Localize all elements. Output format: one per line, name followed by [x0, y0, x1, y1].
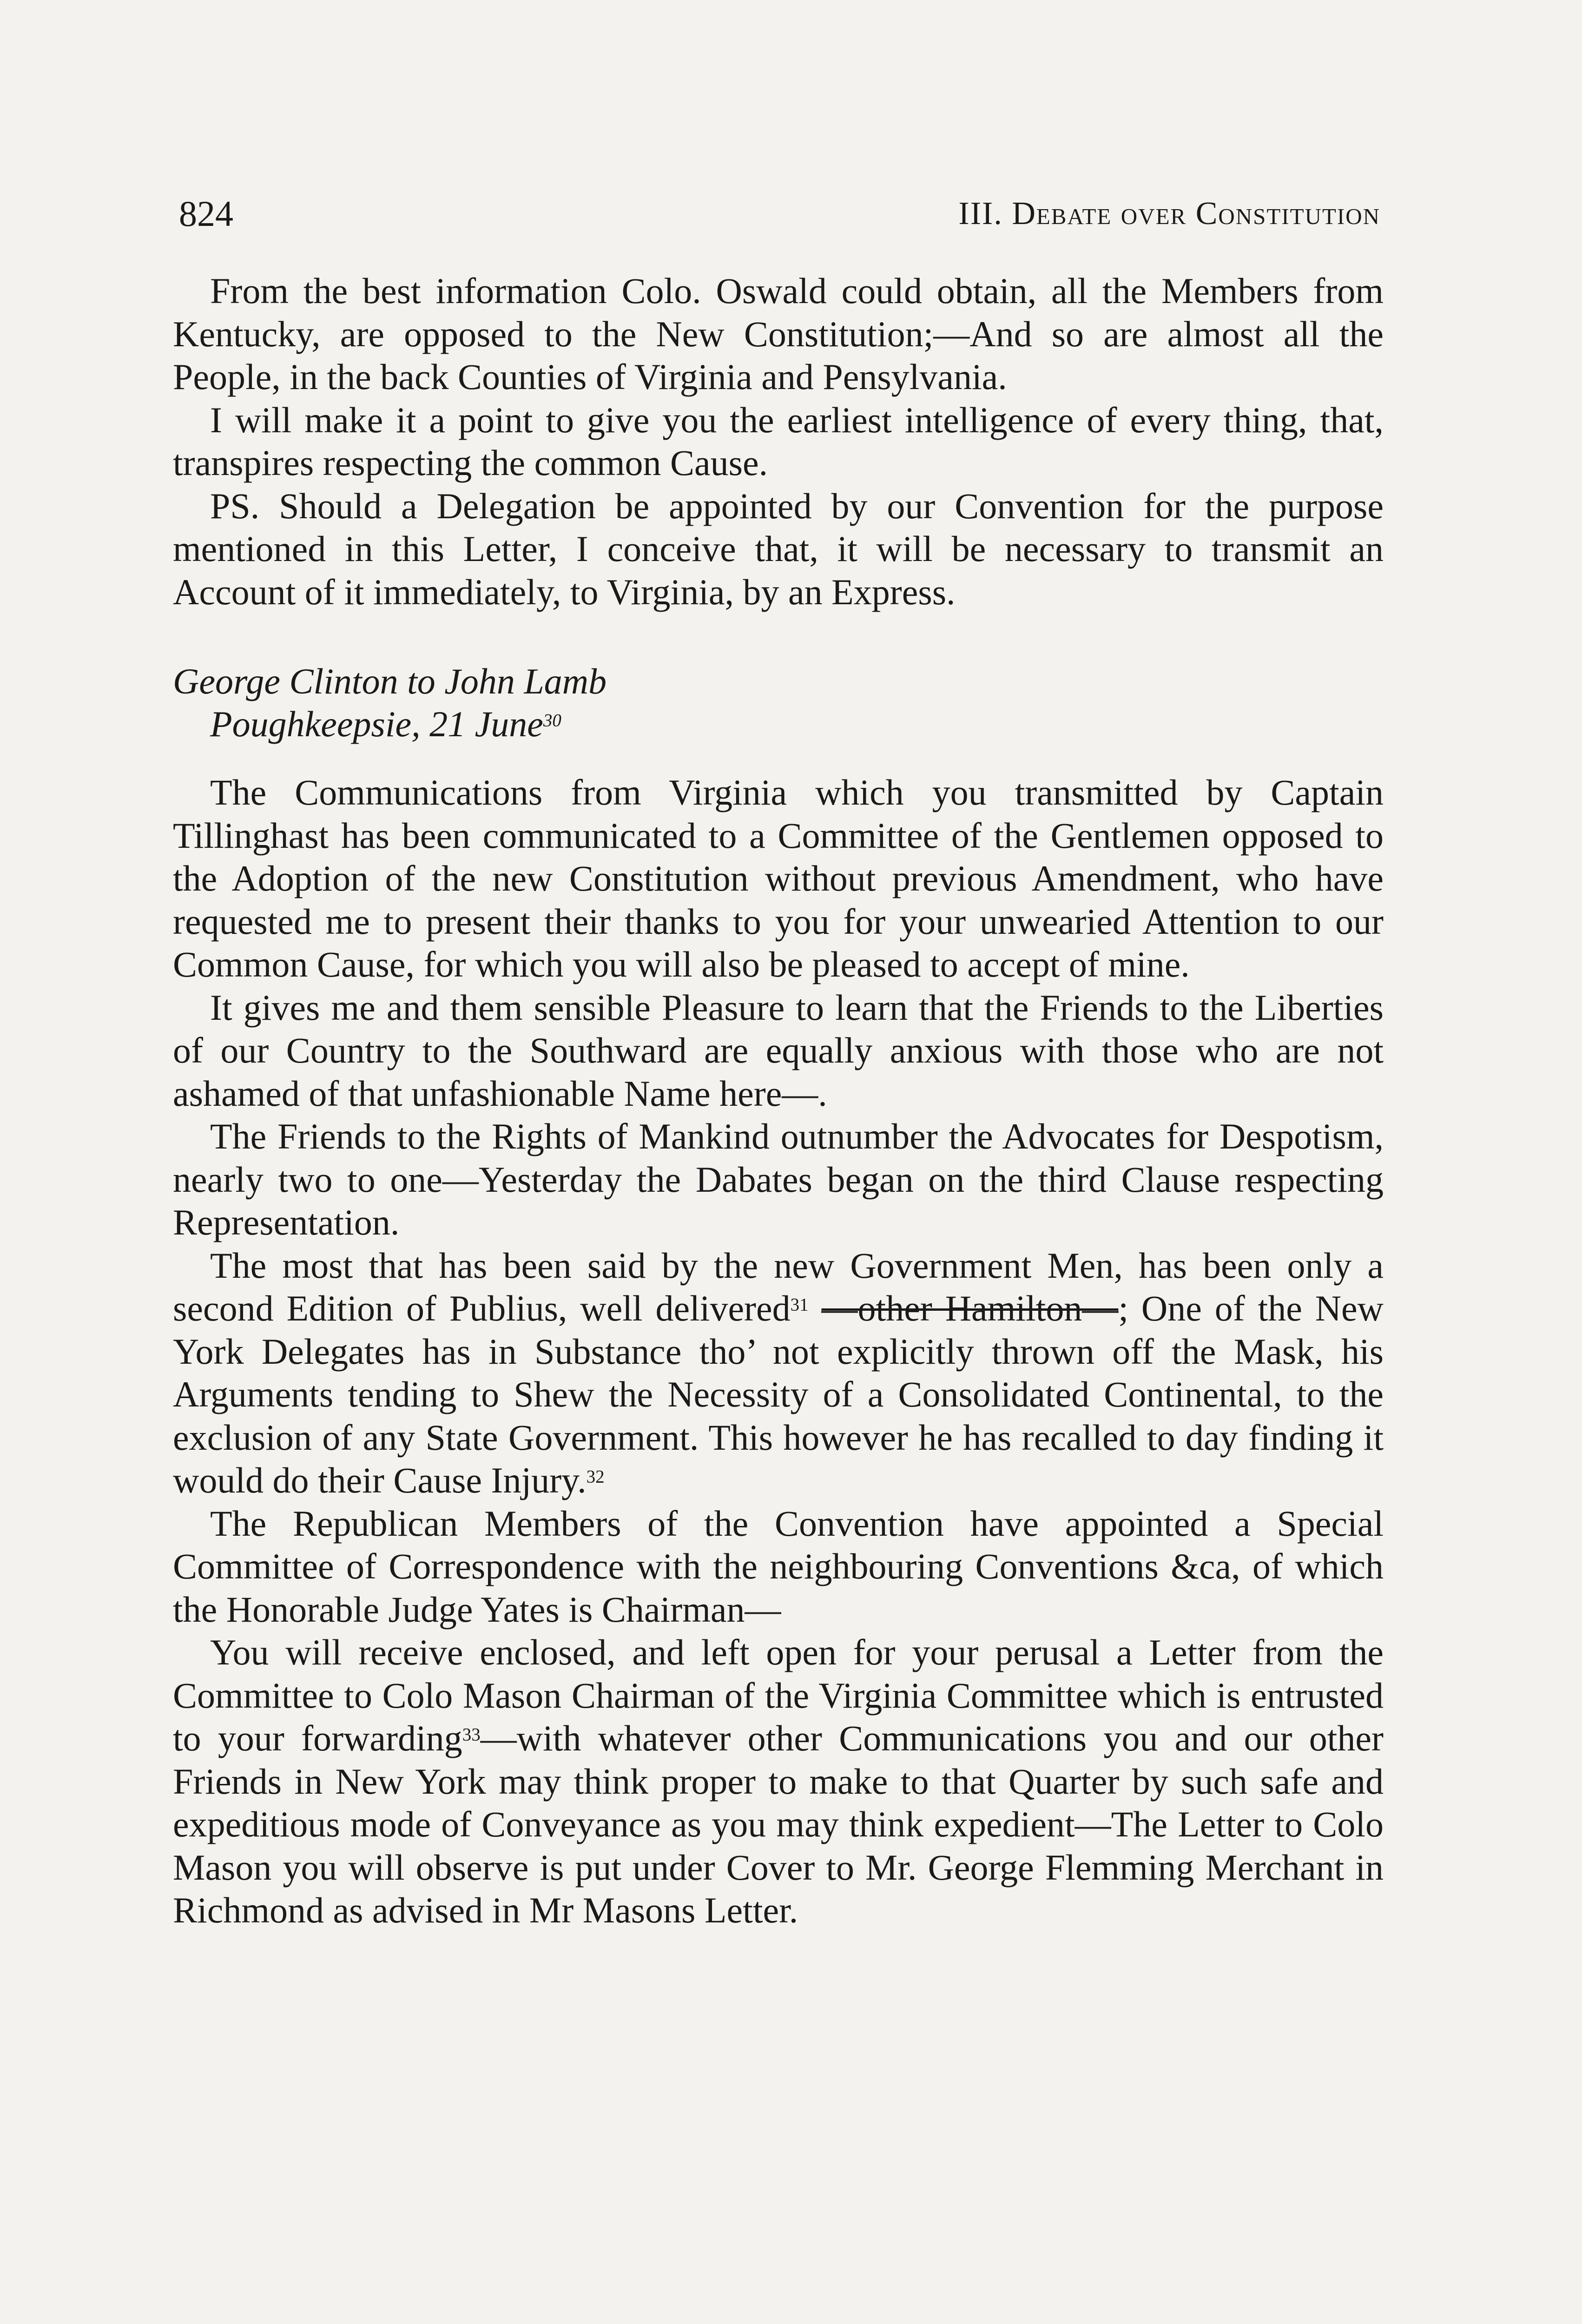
letter2-paragraph-1: The Communications from Virginia which you transmitted by Captain Tillinghast has been communicated to a Committee of the Gentlemen opposed to the Adoption of the new Constitution without previous Amendment, who have requested me to present their thanks to you for your unwearied Attention to our Common Cause, for which you will also be pleased to accept of mine.: [173, 772, 1384, 984]
footnote-ref-31: 31: [790, 1294, 809, 1315]
letter2-paragraph-5: The Republican Members of the Convention have appointed a Special Committee of Correspondence with the neighbouring Conventions &ca, of which the Honorable Judge Yates is Chairman—: [173, 1503, 1384, 1630]
section-title: III. Debate over Constitution: [958, 196, 1380, 231]
letter2-paragraph-4: [173, 1244, 1384, 1502]
letter-heading-place-date: [173, 703, 1384, 746]
paragraph-4-part-b: ; One of the New York Delegates has in Substance tho’ not explicitly thrown off the Mask, his Arguments tending to Shew the Necessity of a Consolidated Continental, to the exclusion of any State Government. This however he has recalled to day finding it would do their Cause Injury.: [173, 1288, 1384, 1500]
footnote-ref-30: 30: [543, 710, 561, 731]
paragraph-6-part-b: —with whatever other Communications you and our other Friends in New York may think proper to make to that Quarter by such safe and expeditious mode of Conveyance as you may think expedient—The Letter to Colo Mason you will observe is put under Cover to Mr. George Flemming Merchant in Richmond as advised in Mr Masons Letter.: [173, 1718, 1384, 1930]
struck-text: —other Hamilton—: [821, 1288, 1119, 1328]
letter1-paragraph-1: From the best information Colo. Oswald could obtain, all the Members from Kentucky, are opposed to the New Constitution;—And so are almost all the People, in the back Counties of Virginia and Pensylvania.: [173, 271, 1384, 397]
letter-heading: [173, 660, 1384, 746]
paragraph-6-part-a: You will receive enclosed, and left open for your perusal a Letter from the Committee to Colo Mason Chairman of the Virginia Committee which is entrusted to your forwarding: [173, 1632, 1384, 1758]
footnote-ref-32: 32: [586, 1466, 605, 1487]
body-text: [173, 270, 1384, 1932]
page-number: 824: [179, 193, 233, 234]
letter2-paragraph-3: The Friends to the Rights of Mankind outnumber the Advocates for Despotism, nearly two to one—Yesterday the Dabates began on the third Clause respecting Representation.: [173, 1116, 1384, 1242]
letter1-paragraph-2: I will make it a point to give you the earliest intelligence of every thing, that, transpires respecting the common Cause.: [173, 399, 1384, 483]
letter1-postscript: PS. Should a Delegation be appointed by our Convention for the purpose mentioned in this Letter, I conceive that, it will be necessary to transmit an Account of it immediately, to Virginia, by an Express.: [173, 485, 1384, 612]
letter-heading-correspondents: George Clinton to John Lamb: [173, 661, 607, 701]
footnote-ref-33: 33: [462, 1724, 481, 1745]
letter2-paragraph-2: It gives me and them sensible Pleasure to learn that the Friends to the Liberties of our Country to the Southward are equally anxious with those who are not ashamed of that unfashionable Name here—.: [173, 987, 1384, 1114]
running-header: [179, 191, 1380, 242]
letter2-paragraph-6: [173, 1631, 1384, 1932]
letter-heading-place-date-text: Poughkeepsie, 21 June: [210, 704, 543, 744]
paragraph-4-part-a: The most that has been said by the new Government Men, has been only a second Edition of Publius, well delivered: [173, 1245, 1384, 1328]
